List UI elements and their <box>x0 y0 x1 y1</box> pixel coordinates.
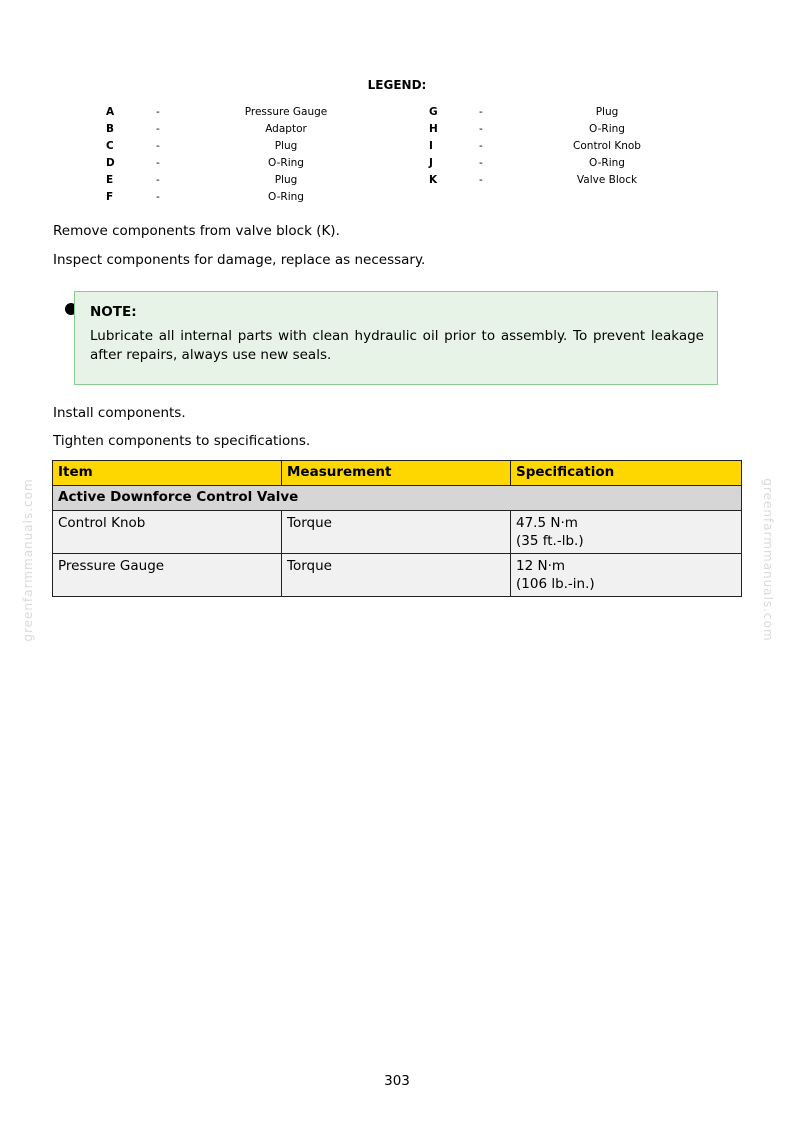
legend-name: Plug <box>274 140 298 152</box>
legend-letter: C <box>106 140 114 152</box>
section-title: Active Downforce Control Valve <box>53 486 742 511</box>
spec-table <box>52 460 742 597</box>
column-header-item: Item <box>53 461 282 486</box>
legend-name: Valve Block <box>576 174 638 186</box>
legend-name: O-Ring <box>589 157 625 169</box>
spec-metric: 47.5 N·m <box>516 515 578 531</box>
legend-dash: - <box>156 140 160 152</box>
spec-imperial: (106 lb.-in.) <box>516 576 595 592</box>
legend-dash: - <box>156 174 160 186</box>
legend-name: O-Ring <box>268 191 304 203</box>
page-number: 303 <box>384 1073 410 1089</box>
column-header-specification: Specification <box>511 461 742 486</box>
legend-letter: F <box>106 191 114 203</box>
cell-item: Control Knob <box>53 511 282 554</box>
cell-specification <box>511 554 742 597</box>
legend-letter: A <box>106 106 115 118</box>
legend-name: Pressure Gauge <box>244 106 328 118</box>
legend-name: Plug <box>274 174 298 186</box>
legend-dash: - <box>479 106 483 118</box>
legend-name: O-Ring <box>589 123 625 135</box>
cell-measurement: Torque <box>282 511 511 554</box>
legend-name: Plug <box>595 106 619 118</box>
legend-title: LEGEND: <box>367 78 427 92</box>
table-section-row <box>53 486 742 511</box>
legend-letter: I <box>429 140 433 152</box>
note-box <box>74 291 718 385</box>
cell-item: Pressure Gauge <box>53 554 282 597</box>
legend-dash: - <box>156 123 160 135</box>
legend-letter: H <box>429 123 438 135</box>
step-tighten: Tighten components to specifications. <box>53 433 311 449</box>
legend-letter: D <box>106 157 115 169</box>
column-header-measurement: Measurement <box>282 461 511 486</box>
legend-dash: - <box>479 123 483 135</box>
legend-dash: - <box>479 157 483 169</box>
legend-dash: - <box>156 157 160 169</box>
watermark-left: greenfarmmanuals.com <box>21 478 35 642</box>
legend-letter: B <box>106 123 115 135</box>
table-row <box>53 554 742 597</box>
note-title: NOTE: <box>90 304 137 320</box>
legend-name: Adaptor <box>265 123 307 135</box>
legend-letter: G <box>429 106 438 118</box>
table-row <box>53 511 742 554</box>
step-remove: Remove components from valve block (K). <box>53 223 340 239</box>
legend-letter: E <box>106 174 114 186</box>
watermark-right: greenfarmmanuals.com <box>761 478 775 642</box>
legend-dash: - <box>479 174 483 186</box>
cell-measurement: Torque <box>282 554 511 597</box>
legend-dash: - <box>156 106 160 118</box>
legend-name: O-Ring <box>268 157 304 169</box>
step-inspect: Inspect components for damage, replace as necessary. <box>53 252 426 268</box>
legend-dash: - <box>479 140 483 152</box>
legend-name: Control Knob <box>573 140 641 152</box>
spec-metric: 12 N·m <box>516 558 566 574</box>
legend-dash: - <box>156 191 160 203</box>
step-install: Install components. <box>53 405 186 421</box>
legend-letter: K <box>429 174 438 186</box>
spec-imperial: (35 ft.-lb.) <box>516 533 584 549</box>
legend-letter: J <box>429 157 433 169</box>
note-text: Lubricate all internal parts with clean hydraulic oil prior to assembly. To prevent leakage after repairs, always use new seals. <box>90 328 704 363</box>
cell-specification <box>511 511 742 554</box>
table-header-row <box>53 461 742 486</box>
